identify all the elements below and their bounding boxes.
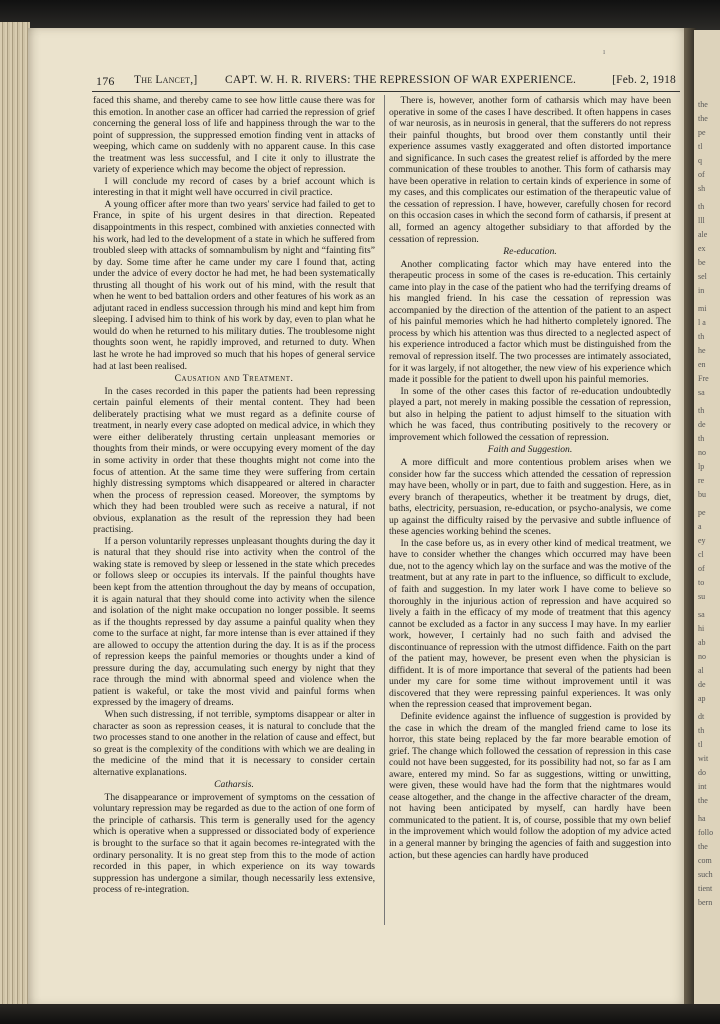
header-rule (92, 91, 680, 92)
right-column (389, 95, 671, 1000)
facing-page-text-fragment: he (698, 346, 706, 355)
paragraph: A young officer after more than two years' service had failed to get to France, in spite of his urgent desires in that direction. Repeated disappointments in this respect, combined with anxieties connected with his work, had led to the development of a state in which he suffered from troubled sleep with attacks of somnambulism by night and “fainting fits” by day. Some time after he came under my care I found that, acting under the advice of every doctor he had met, he had been systematically thrusting all thought of his work out of his mind, with the result that when he went to bed battalion orders and other features of his work as an adjutant raced in endless succession through his mind and kept him from sleeping. I advised him to think of his work by day, even to plan what he would do when he returned to his military duties. The troublesome night thoughts soon went, he rapidly improved, and returned to duty. When last he wrote he had improved so much that his hopes of general service had at last been realised. (93, 198, 375, 372)
facing-page-text-fragment: be (698, 258, 706, 267)
facing-page-text-fragment: de (698, 680, 706, 689)
facing-page-text-fragment: th (698, 726, 705, 735)
facing-page-text-fragment: tl (698, 740, 703, 749)
facing-page-text-fragment: tl (698, 142, 703, 151)
page-number: 176 (96, 74, 115, 88)
facing-page-text-fragment: a (698, 522, 702, 531)
facing-page-text-fragment: hi (698, 624, 705, 633)
paragraph: In some of the other cases this factor of re-education undoubtedly played a part, not merely in making possible the cessation of repression, but also in helping the patient to adjust himself to the situation with which he was faced, thus contributing positively to the recovery or improvement which followed the cessation of repression. (389, 385, 671, 443)
facing-page-text-fragment: such (698, 870, 713, 879)
facing-page-text-fragment: sh (698, 184, 706, 193)
section-heading: Causation and Treatment. (174, 373, 294, 385)
facing-page-text-fragment: the (698, 114, 708, 123)
facing-page-text-fragment: en (698, 360, 706, 369)
facing-page-text-fragment: sel (698, 272, 707, 281)
facing-page-text-fragment: bern (698, 898, 713, 907)
facing-page-text-fragment: th (698, 332, 705, 341)
section-heading: Re-education. (503, 246, 557, 258)
paragraph: When such distressing, if not terrible, symptoms disappear or alter in character as soon as repression ceases, it is natural to conclude that the two processes stand to one another in the relation of cause and effect, but so great is the complexity of the conditions with which we are dealing in the medicine of the mind that it is necessary to consider certain alternative explanations. (93, 708, 375, 778)
facing-page-text-fragment: ex (698, 244, 706, 253)
paragraph: faced this shame, and thereby came to see how little cause there was for this emotion. In another case an officer had carried the repression of grief concerning the general loss of life and happiness through the war to the point of suppression, the suppressed emotion finding vent in attacks of weeping, which came on suddenly with no apparent cause. In this case the treatment was less successful, and I cite it only to illustrate the variety of experience which may become the object of repression. (93, 95, 375, 176)
paragraph: In the case before us, as in every other kind of medical treatment, we have to consider whether the changes which occurred may have been due, not to the agency which lay on the surface and was the motive of the treatment, but at any rate in part to the influence, so difficult to exclude, of faith and suggestion. In my later work I have come to believe so thoroughly in the injurious action of repression and have acquired so lively a faith in the efficacy of my mode of treatment that this agency cannot be excluded as a factor in any success I may have. In my earlier work, however, I certainly had no such faith and advised the discontinuance of repression with the utmost diffidence. Faith on the part of the patient may, however, be present even when the physician is diffident. It is of more importance that several of the patients had been under my care for some time without improvement until it was discovered that they were repressing painful experiences. It was only when the repression ceased that improvement began. (389, 537, 671, 711)
facing-page-text-fragment: the (698, 100, 708, 109)
facing-page-text-fragment: lll (698, 216, 705, 225)
facing-page-text-fragment: wit (698, 754, 709, 763)
facing-page-text-fragment: the (698, 842, 708, 851)
facing-page-text-fragment: no (698, 448, 706, 457)
facing-page-text-fragment: dt (698, 712, 705, 721)
paragraph: In the cases recorded in this paper the patients had been repressing certain painful elements of their mental content. They had been deliberately practising what we must regard as a definite course of treatment, in nearly every case adopted on medical advice, in which they were either deliberately thrusting certain unpleasant memories or thoughts from their minds, or were occupying every moment of the day in some activity in order that these thoughts might not come into the focus of attention. At the same time they were suffering from certain highly distressing symptoms which disappeared or altered in character when the process of repression ceased. Moreover, the symptoms by which they had been troubled were such as receive a natural, if not obvious, explanation as the result of the repression they had been practising. (93, 385, 375, 536)
facing-page-text-fragment: al (698, 666, 704, 675)
facing-page-text-fragment: ha (698, 814, 706, 823)
facing-page-text-fragment: Fre (698, 374, 709, 383)
paragraph: Another complicating factor which may have entered into the therapeutic process in some of the cases is re-education. This certainly came into play in the case of the patient who had the terrifying dreams of his mangled friend. In his case the cessation of repression was accompanied by the direction of the attention of the patient to an aspect of his painful memories which he had hitherto completely ignored. The process by which his attention was thus directed to a neglected aspect of his experience introduced a factor which must be distinguished from the removal of repression itself. The two processes are intimately associated, for it was largely, if not altogether, the new view of his experience which made it possible for the patient to dwell upon his painful memories. (389, 258, 671, 386)
running-header (96, 74, 682, 92)
facing-page-text-fragment: ap (698, 694, 706, 703)
section-heading: Faith and Suggestion. (487, 444, 573, 456)
left-column (93, 95, 375, 1000)
facing-page-text-fragment: sa (698, 388, 705, 397)
column-divider (384, 95, 385, 925)
page-mark: ı (603, 47, 606, 56)
facing-page-text-fragment: int (698, 782, 707, 791)
section-heading: Catharsis. (214, 779, 254, 791)
facing-page-fragment (694, 30, 720, 1006)
facing-page-text-fragment: q (698, 156, 702, 165)
facing-page-text-fragment: tient (698, 884, 713, 893)
facing-page-text-fragment: su (698, 592, 706, 601)
facing-page-text-fragment: cl (698, 550, 704, 559)
facing-page-text-fragment: bu (698, 490, 706, 499)
facing-page-text-fragment: ab (698, 638, 706, 647)
paragraph: Definite evidence against the influence of suggestion is provided by the case in which the dream of the mangled friend came to lose its horror, this state being replaced by the far more bearable emotion of grief. The change which followed the cessation of repression in this case could not have been suggested, for its possibility had not, so far as I am aware, entered my mind. So far as suggestions, witting or unwitting, were given, these would have had the form that the nightmares would cease altogether, and the change in the affective character of the dream, not having been anticipated by myself, can hardly have been communicated to the patient. It is, of course, possible that my own belief in the improvement which would follow the adoption of my advice acted in a general manner by bringing the agencies of faith and suggestion into action, but these agencies can hardly have produced (389, 710, 671, 861)
facing-page-text-fragment: pe (698, 508, 706, 517)
stacked-page-edges (0, 22, 30, 1007)
facing-page-text-fragment: th (698, 202, 705, 211)
facing-page-text-fragment: of (698, 564, 705, 573)
facing-page-text-fragment: follo (698, 828, 714, 837)
facing-page-text-fragment: pe (698, 128, 706, 137)
paragraph: The disappearance or improvement of symptoms on the cessation of voluntary repression may be regarded as due to the action of one form of the principle of catharsis. This term is generally used for the agency which is operative when a suppressed or dissociated body of experience is brought to the surface so that it again becomes re-integrated with the ordinary personality. It is no great step from this to the mode of action recorded in this paper, in which experience on its way towards suppression has undergone a similar, though necessarily less extensive, process of re-integration. (93, 791, 375, 896)
facing-page-text-fragment: lp (698, 462, 705, 471)
article-title: CAPT. W. H. R. RIVERS: THE REPRESSION OF WAR EXPERIENCE. (225, 74, 577, 86)
facing-page-text-fragment: no (698, 652, 706, 661)
facing-page-text-fragment: in (698, 286, 705, 295)
paragraph: A more difficult and more contentious problem arises when we consider how far the success which attended the cessation of repression may have been, wholly or in part, due to faith and suggestion. Here, as in every branch of therapeutics, whether it be treatment by drugs, diet, baths, electricity, persuasion, re-education, or psycho-analysis, we come up against the difficulty raised by the pervasive and subtle influence of these agencies working behind the scenes. (389, 456, 671, 538)
facing-page-text-fragment: de (698, 420, 706, 429)
facing-page-text-fragment: sa (698, 610, 705, 619)
paragraph: If a person voluntarily represses unpleasant thoughts during the day it is natural that they should rise into activity when the control of the waking state is removed by sleep or lessened in the state which precedes or follows sleep or occupies its intervals. If the painful thoughts have been kept from the attention throughout the day by means of occupation, it is again natural that they should come into activity when the silence and isolation of the night make occupation no longer possible. It seems as if the thoughts repressed by day assume a painful quality when they come to the surface at night, far more intense than is ever attained if they are allowed to occupy the attention during the day. It is as if the process of repression keeps the painful memories or thoughts under a kind of pressure during the day, accumulating such energy by night that they race through the mind with abnormal speed and violence when the patient is wakeful, or take the most vivid and painful forms when expressed by the imagery of dreams. (93, 535, 375, 709)
paragraph: I will conclude my record of cases by a brief account which is interesting in that it might well have occurred in civil practice. (93, 175, 375, 199)
bottom-shadow (0, 1004, 720, 1024)
facing-page-text-fragment: com (698, 856, 712, 865)
facing-page-text-fragment: ey (698, 536, 706, 545)
paragraph: There is, however, another form of catharsis which may have been operative in some of the cases I have described. It often happens in cases of war neurosis, as in neurosis in general, that the sufferers do not repress their painful thoughts, but brood over them constantly until their experience assumes vastly exaggerated and often distorted importance and significance. In such cases the greatest relief is afforded by the mere communication of these troubles to another. This form of catharsis may have been operative in relation to certain kinds of experience in some of my cases, and this complicates our estimation of the therapeutic value of the cessation of repression. I have, however, carefully chosen for record on this occasion cases in which the second form of catharsis, if present at all, formed an agency altogether subsidiary to that afforded by the cessation of repression. (389, 95, 671, 245)
facing-page-text-fragment: th (698, 434, 705, 443)
facing-page-text-fragment: the (698, 796, 708, 805)
facing-page-text-fragment: ale (698, 230, 708, 239)
facing-page-text-fragment: re (698, 476, 705, 485)
facing-page-text-fragment: mi (698, 304, 707, 313)
journal-name: The Lancet,] (134, 74, 198, 86)
facing-page-text-fragment: th (698, 406, 705, 415)
facing-page-text-fragment: to (698, 578, 705, 587)
facing-page-text-fragment: do (698, 768, 706, 777)
facing-page-text-fragment: of (698, 170, 705, 179)
facing-page-text-fragment: l a (698, 318, 706, 327)
issue-date: [Feb. 2, 1918 (612, 74, 676, 86)
